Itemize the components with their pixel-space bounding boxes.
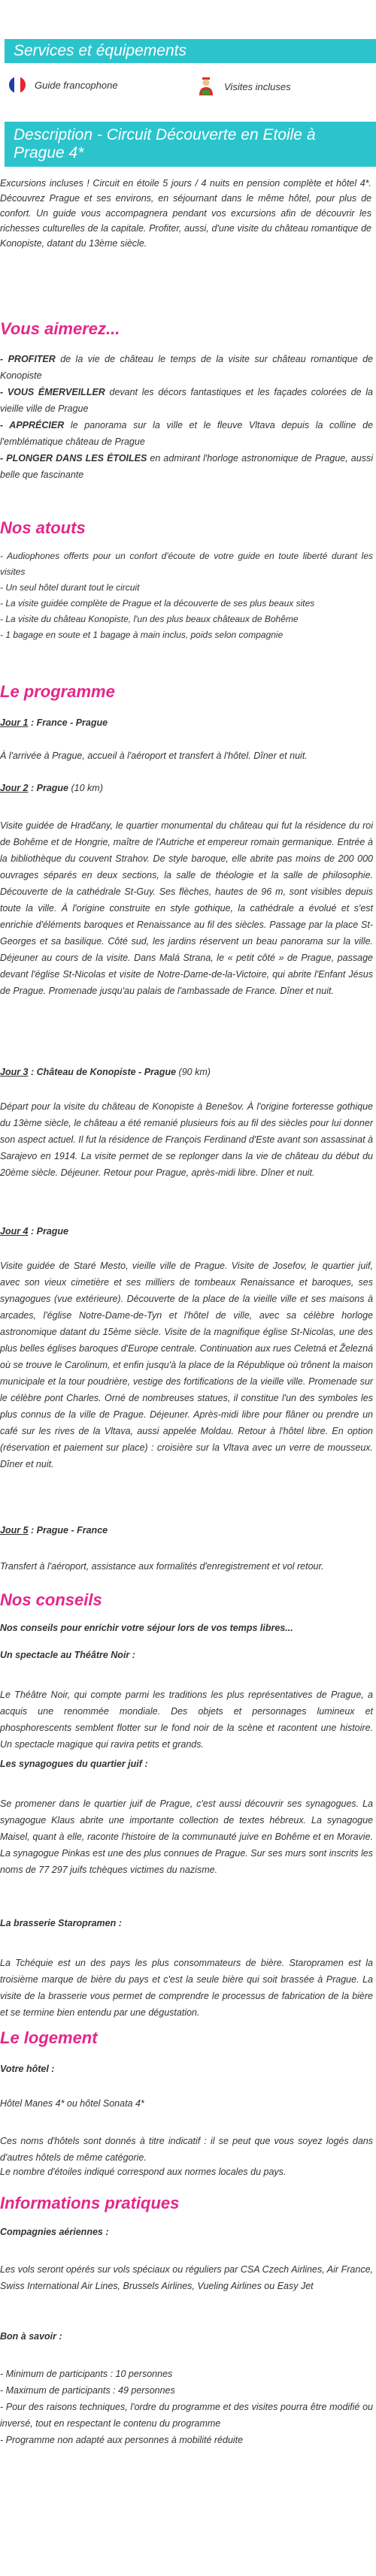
good-to-know-title: Bon à savoir : — [0, 2331, 62, 2342]
logement-subtitle: Votre hôtel : — [0, 2064, 55, 2074]
day-title: : Prague — [28, 783, 69, 793]
day-text: À l'arrivée à Prague, accueil à l'aéroport et transfert à l'hôtel. Dîner et nuit. — [0, 750, 308, 761]
day-heading — [0, 717, 108, 728]
vous-aimerez-list — [0, 351, 373, 483]
day-duration: (90 km) — [176, 1067, 211, 1077]
list-item: - Maximum de participants : 49 personnes — [0, 2385, 175, 2396]
day-label: Jour 2 — [0, 783, 29, 793]
list-item: - La visite guidée complète de Prague et la découverte de ses plus beaux sites — [0, 598, 315, 609]
airlines-title: Compagnies aériennes : — [0, 2227, 109, 2237]
conseil-text: Se promener dans le quartier juif de Prague, c'est aussi découvrir ses synagogues. La synagogue Klaus abrite une importante collection de textes hébreux. La synagogue Maisel, quant à elle, raconte l'histoire de la communauté juive en Bohême et en Moravie. La synagogue Pinkas est une des plus connues de Prague. Sur ses murs sont inscrits les noms de 77 297 juifs tchèques victimes du nazisme. — [0, 1798, 373, 1875]
list-item-keyword: - PROFITER — [0, 354, 56, 364]
day-heading — [0, 1525, 108, 1536]
service-item-guide — [9, 77, 118, 93]
section-title-atouts: Nos atouts — [0, 518, 86, 537]
day-text: Transfert à l'aéroport, assistance aux formalités d'enregistrement et vol retour. — [0, 1561, 324, 1572]
service-label: Visites incluses — [224, 80, 291, 92]
conseil-title: La brasserie Staropramen : — [0, 1918, 122, 1928]
description-title: Description - Circuit Découverte en Etoile à Prague 4* — [5, 122, 376, 167]
list-item: - Programme non adapté aux personnes à mobilité réduite — [0, 2435, 244, 2445]
services-row — [0, 63, 376, 108]
day-title: : France - Prague — [28, 717, 108, 728]
list-item: - 1 bagage en soute et 1 bagage à main inclus, poids selon compagnie — [0, 630, 284, 640]
day-text: Visite guidée de Staré Mesto, vieille ville de Prague. Visite de Josefov, le quartier juif, avec son vieux cimetière et ses milliers de tombeaux Renaissance et baroques, ses synagogues (vue extérieure). Découverte de la place de la vieille ville et ses maisons à arcades, l'église Notre-Dame-de-Tyn et l'hôtel de ville, avec sa célèbre horloge astronomique datant du 15ème siècle. Visite de la magnifique église St-Nicolas, une des plus belles églises baroques d'Europe centrale. Continuation aux rues Celetná et Železná où se trouve le Carolinum, et enfin jusqu'à la place de la République où trônent la maison municipale et la tour poudrière, vestige des fortifications de la vieille ville. Promenade sur le célèbre pont Charles. Orné de nombreuses statues, il constitue l'un des symboles les plus connus de la ville de Prague. Déjeuner. Après-midi libre pour flâner ou prendre un café sur les rives de la Vltava, aussi appelée Moldau. Retour à l'hôtel libre. En option (réservation et paiement sur place) : croisière sur la Vltava avec un verre de mousseux. Dîner et nuit. — [0, 1261, 373, 1469]
airlines-text: Les vols seront opérés sur vols spéciaux ou réguliers par CSA Czech Airlines, Air France, Swiss International Air Lines, Brussels Airlines, Vueling Airlines ou Easy Jet — [0, 2264, 373, 2291]
section-title-conseils: Nos conseils — [0, 1590, 102, 1609]
list-item-text: devant les décors fantastiques et les façades colorées de la vieille ville de Prague — [0, 387, 373, 414]
conseil-title: Un spectacle au Théâtre Noir : — [0, 1650, 135, 1660]
page — [0, 39, 376, 251]
day-label: Jour 3 — [0, 1067, 29, 1077]
logement-note: Le nombre d'étoiles indiqué correspond aux normes locales du pays. — [0, 2167, 287, 2177]
list-item — [0, 384, 373, 417]
day-title: : Château de Konopiste - Prague — [28, 1067, 177, 1077]
conseils-intro: Nos conseils pour enrichir votre séjour lors de vos temps libres... — [0, 1623, 293, 1633]
list-item-text: en admirant l'horloge astronomique de Prague, aussi belle que fascinante — [0, 453, 373, 480]
list-item-text: le panorama sur la ville et le fleuve Vltava depuis la colline de l'emblématique château de Prague — [0, 420, 373, 447]
person-icon — [197, 77, 215, 96]
day-title: : Prague — [28, 1226, 69, 1237]
list-item: - Minimum de participants : 10 personnes — [0, 2369, 173, 2379]
list-item — [0, 450, 373, 483]
hotel-name: Hôtel Manes 4* ou hôtel Sonata 4* — [0, 2098, 144, 2109]
day-label: Jour 4 — [0, 1226, 29, 1237]
list-item: - Audiophones offerts pour un confort d'écoute de votre guide en toute liberté durant les visites — [0, 551, 373, 577]
list-item-text: de la vie de château le temps de la visite sur château romantique de Konopiste — [0, 354, 373, 381]
list-item-keyword: - PLONGER DANS LES ÉTOILES — [0, 453, 147, 464]
section-title-infos: Informations pratiques — [0, 2194, 180, 2212]
list-item: - Un seul hôtel durant tout le circuit — [0, 582, 140, 593]
description-text: Excursions incluses ! Circuit en étoile 5 jours / 4 nuits en pension complète et hôtel 4*. Découvrez Prague et ses environs, en séjournant dans le même hôtel, pour plus de confort. Un guide vous accompagnera pendant vos excursions afin de découvrir les richesses culturelles de la capitale. Profiter, aussi, d'une visite du château romantique de Konopiste, datant du 13ème siècle. — [0, 178, 371, 249]
day-title: : Prague - France — [28, 1525, 108, 1536]
day-label: Jour 5 — [0, 1525, 29, 1536]
logement-note: Ces noms d'hôtels sont donnés à titre indicatif : il se peut que vous soyez logés dans d'autres hôtels de même catégorie. — [0, 2136, 373, 2163]
service-label: Guide francophone — [35, 79, 118, 91]
list-item — [0, 351, 373, 384]
atouts-list — [0, 548, 373, 643]
french-flag-icon — [9, 77, 26, 93]
list-item: - La visite du château Konopiste, l'un des plus beaux châteaux de Bohême — [0, 614, 299, 624]
services-title: Services et équipements — [5, 39, 376, 63]
section-title-logement: Le logement — [0, 2028, 98, 2047]
list-item-keyword: - APPRÉCIER — [0, 420, 65, 430]
section-title-programme: Le programme — [0, 682, 115, 701]
service-item-visits — [197, 77, 291, 96]
conseil-text: Le Théâtre Noir, qui compte parmi les traditions les plus représentatives de Prague, a acquis une renommée mondiale. Des objets et personnages lumineux et phosphorescents semblent flotter sur le fond noir de la scène et racontent une histoire. Un spectacle magique qui ravira petits et grands. — [0, 1690, 373, 1750]
good-to-know-list — [0, 2366, 373, 2448]
day-text: Départ pour la visite du château de Konopiste à Benešov. À l'origine forteresse gothique du 13ème siècle, le château a été remanié plusieurs fois au fil des siècles pour lui donner son aspect actuel. Il fut la résidence de François Ferdinand d'Este avant son assassinat à Sarajevo en 1914. La visite permet de se replonger dans la vie de château du début du 20ème siècle. Déjeuner. Retour pour Prague, après-midi libre. Dîner et nuit. — [0, 1101, 373, 1178]
day-duration: (10 km) — [68, 783, 103, 793]
conseil-text: La Tchéquie est un des pays les plus consommateurs de bière. Staropramen est la troisième marque de bière du pays et c'est la seule bière qui soit brassée à Prague. La visite de la brasserie vous permet de comprendre le processus de fabrication de la bière et se termine bien entendu par une dégustation. — [0, 1958, 373, 2018]
list-item-keyword: - VOUS ÉMERVEILLER — [0, 387, 105, 397]
day-heading — [0, 1067, 211, 1077]
day-heading — [0, 783, 103, 793]
list-item — [0, 417, 373, 450]
day-text: Visite guidée de Hradčany, le quartier monumental du château qui fut la résidence du roi de Bohême et de Hongrie, maître de l'Autriche et empereur romain germanique. Entrée à la bibliothèque du couvent Strahov. De style baroque, elle abrite pas moins de 200 000 ouvrages séparés en deux sections, la salle de théologie et la salle de philosophie. Découverte de la cathédrale St-Guy. Ses flèches, hautes de 96 m, sont visibles depuis toute la ville. À l'origine construite en style gothique, la cathédrale a évolué et s'est enrichie d'éléments baroques et Renaissance au fil des siècles. Passage par la place St-Georges et sa basilique. Côté sud, les jardins réservent un beau panorama sur la ville. Déjeuner au cours de la visite. Dans Malá Strana, le « petit côté » de Prague, passage devant l'église St-Nicolas et visite de Notre-Dame-de-la-Victoire, qui abrite l'Enfant Jésus de Prague. Promenade jusqu'au palais de l'ambassade de France. Dîner et nuit. — [0, 820, 373, 996]
day-label: Jour 1 — [0, 717, 29, 728]
conseil-title: Les synagogues du quartier juif : — [0, 1759, 148, 1769]
section-title-vous-aimerez: Vous aimerez... — [0, 319, 120, 338]
list-item: - Pour des raisons techniques, l'ordre du programme et des visites pourra être modifié ou inversé, tout en respectant le contenu du programme — [0, 2402, 373, 2429]
day-heading — [0, 1226, 68, 1237]
